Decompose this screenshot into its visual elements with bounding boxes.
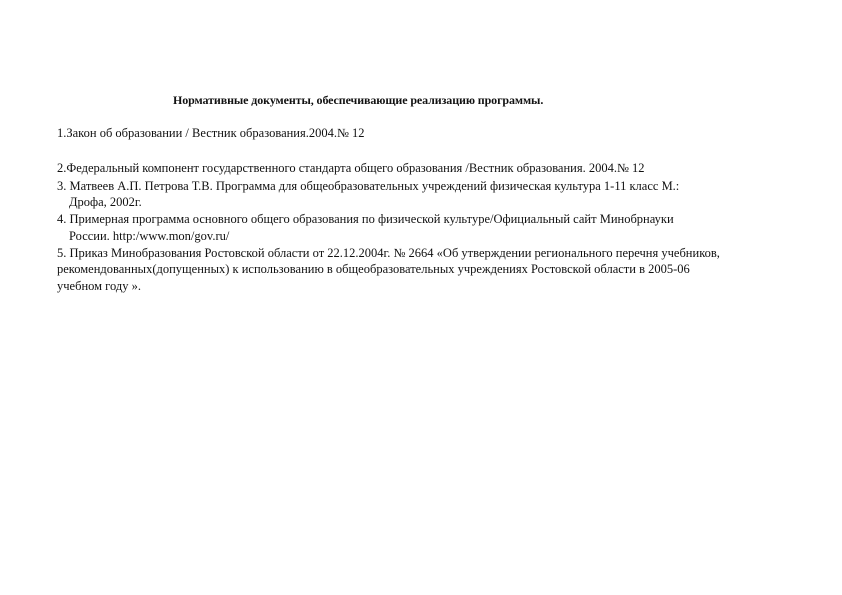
list-item-3-line-2: Дрофа, 2002г. [69, 195, 142, 209]
list-item-4-line-1: 4. Примерная программа основного общего образования по физической культуре/Официальный сайт Минобрнауки [57, 212, 674, 226]
list-item-5-line-1: 5. Приказ Минобразования Ростовской области от 22.12.2004г. № 2664 «Об утверждении регионального перечня учебников, [57, 246, 720, 260]
list-item-4-line-2: России. http:/www.mon/gov.ru/ [69, 229, 230, 243]
document-title: Нормативные документы, обеспечивающие реализацию программы. [173, 93, 544, 107]
list-item-3-line-1: 3. Матвеев А.П. Петрова Т.В. Программа для общеобразовательных учреждений физическая культура 1-11 класс М.: [57, 179, 680, 193]
list-item-5-line-2: рекомендованных(допущенных) к использованию в общеобразовательных учреждениях Ростовской области в 2005-06 [57, 262, 690, 276]
list-item-5-line-3: учебном году ». [57, 279, 141, 293]
list-item-1-line-1: 1.Закон об образовании / Вестник образования.2004.№ 12 [57, 126, 365, 140]
list-item-2-line-1: 2.Федеральный компонент государственного стандарта общего образования /Вестник образования. 2004.№ 12 [57, 161, 645, 175]
